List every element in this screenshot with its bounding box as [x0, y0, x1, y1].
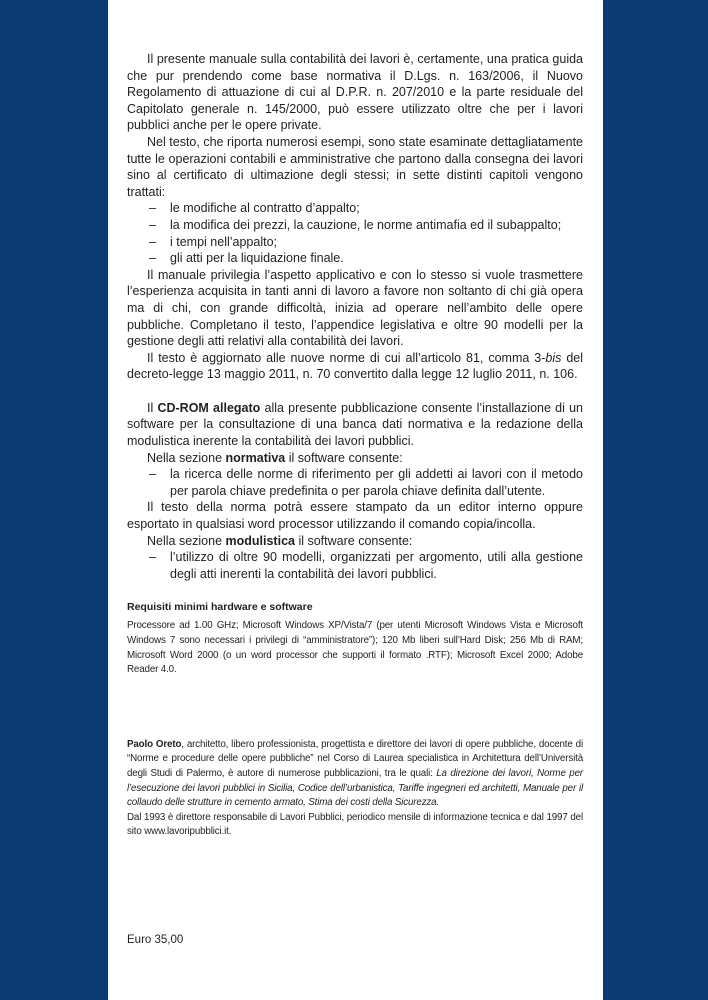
text-span: Nella sezione: [147, 450, 226, 465]
modulistica-item: – l’utilizzo di oltre 90 modelli, organizzati per argomento, utili alla gestione degli atti inerenti la contabilità dei lavori pubblici.: [127, 549, 583, 582]
bold-span: normativa: [225, 450, 286, 465]
text-span: , architetto, libero professionista, progettista e direttore dei lavori di opere pubbliche, docente di “Norme e procedure delle opere pubbliche” nel Corso di Laurea specialistica in Architettura dell’Università degli Studi di Palermo, è autore di numerose pubblicazioni, tra le quali:: [127, 738, 583, 779]
left-blue-band: [0, 0, 108, 1000]
text-span: del decreto-legge 13 maggio 2011, n. 70 convertito dalla legge 12 luglio 2011, n. 106.: [127, 350, 583, 382]
intro-paragraph-4: [127, 350, 583, 383]
normativa-item: – la ricerca delle norme di riferimento per gli addetti ai lavori con il metodo per parola chiave predefinita o per parola chiave definita dall’utente.: [127, 466, 583, 499]
intro-paragraph-2: Nel testo, che riporta numerosi esempi, sono state esaminate dettagliatamente tutte le operazioni contabili e amministrative che partono dalla consegna dei lavori sino al certificato di ultimazione degli stessi; in sette distinti capitoli vengono trattati:: [127, 134, 583, 199]
price-label: Euro 35,00: [127, 934, 184, 946]
modulistica-list: [127, 549, 583, 582]
topic-item: – gli atti per la liquidazione finale.: [127, 250, 583, 267]
cdrom-paragraph-1: [127, 400, 583, 450]
author-paragraph-1: [127, 738, 583, 811]
text-span: Il testo è aggiornato alle nuove norme di cui all’articolo 81, comma 3-: [147, 350, 546, 365]
text-span: Nella sezione: [147, 533, 226, 548]
topic-item: – la modifica dei prezzi, la cauzione, le norme antimafia ed il subappalto;: [127, 217, 583, 234]
text-span: Il: [147, 400, 158, 415]
requirements-title: Requisiti minimi hardware e software: [127, 601, 313, 614]
cdrom-paragraph-2: [127, 450, 583, 467]
right-blue-band: [603, 0, 708, 1000]
intro-section: [127, 51, 583, 383]
topic-item: – le modifiche al contratto d’appalto;: [127, 200, 583, 217]
back-cover-content: [127, 51, 583, 840]
bold-span: modulistica: [225, 533, 295, 548]
intro-paragraph-1: Il presente manuale sulla contabilità dei lavori è, certamente, una pratica guida che pur prendendo come base normativa il D.Lgs. n. 163/2006, il Nuovo Regolamento di attuazione di cui al D.P.R. n. 207/2010 e la parte residuale del Capitolato generale n. 145/2000, può essere utilizzato oltre che per i lavori pubblici anche per le opere private.: [127, 52, 583, 133]
author-paragraph-2: Dal 1993 è direttore responsabile di Lavori Pubblici, periodico mensile di informazione tecnica e dal 1997 del sito www.lavoripubblici.it.: [127, 811, 583, 838]
topic-item: – i tempi nell’appalto;: [127, 234, 583, 251]
cdrom-section: [127, 400, 583, 583]
cdrom-paragraph-3: Il testo della norma potrà essere stampato da un editor interno oppure esportato in qualsiasi word processor utilizzando il comando copia/incolla.: [127, 500, 583, 532]
topics-list: [127, 200, 583, 266]
author-bio: [127, 738, 583, 840]
bold-span: CD-ROM allegato: [157, 400, 261, 415]
text-span: il software consente:: [285, 450, 403, 465]
author-works: La direzione dei lavori, Norme per l’esecuzione dei lavori pubblici in Sicilia, Codice dell’urbanistica, Tariffe ingegneri ed architetti, Manuale per il collaudo delle strutture in cemento armato, Stima dei costi della Sicurezza.: [127, 767, 583, 809]
text-span: alla presente pubblicazione consente l’installazione di un software per la consultazione di una banca dati normativa e la redazione della modulistica inerente la contabilità dei lavori pubblici.: [127, 400, 583, 449]
requirements-paragraph: Processore ad 1.00 GHz; Microsoft Windows XP/Vista/7 (per utenti Microsoft Windows Vista e Microsoft Windows 7 sono necessari i privilegi di “amministratore”); 120 Mb liberi sull’Hard Disk; 256 Mb di RAM; Microsoft Word 2000 (o un word processor che supporti il formato .RTF); Microsoft Excel 2000; Adobe Reader 4.0.: [127, 620, 583, 676]
requirements-text: [127, 619, 583, 677]
text-span: il software consente:: [294, 533, 413, 548]
italic-span: bis: [545, 350, 562, 365]
normativa-list: [127, 466, 583, 499]
cdrom-paragraph-4: [127, 533, 583, 550]
intro-paragraph-3: Il manuale privilegia l’aspetto applicativo e con lo stesso si vuole trasmettere l’esperienza acquisita in tanti anni di lavoro a favore non soltanto di chi già opera ma di chi, con grande difficoltà, inizia ad operare nell’ambito delle opere pubbliche. Completano il testo, l’appendice legislativa e oltre 90 modelli per la gestione degli atti relativi alla contabilità dei lavori.: [127, 267, 583, 349]
author-name: Paolo Oreto: [127, 738, 182, 750]
